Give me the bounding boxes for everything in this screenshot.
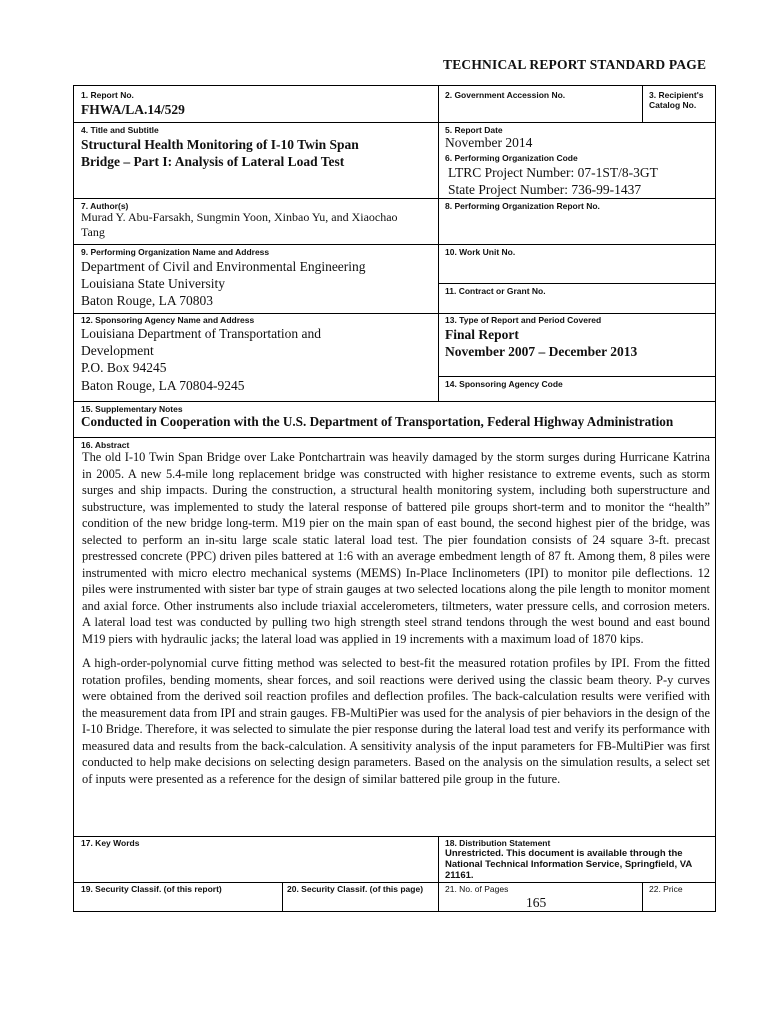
abstract-label: 16. Abstract [81,440,130,450]
perf-org-code-label: 6. Performing Organization Code [445,153,578,163]
price-label: 22. Price [649,884,683,894]
title-subtitle-label: 4. Title and Subtitle [81,125,159,135]
security-report-label: 19. Security Classif. (of this report) [81,884,222,894]
num-pages-value: 165 [526,895,547,910]
perf-org-line-3: Baton Rouge, LA 70803 [81,293,213,308]
report-no-label: 1. Report No. [81,90,134,100]
report-no-value: FHWA/LA.14/529 [81,102,185,117]
column-divider [282,882,283,911]
row-divider [438,376,715,377]
sponsor-line-2: Development [81,343,154,358]
distribution-label: 18. Distribution Statement [445,838,551,848]
supplementary-value: Conducted in Cooperation with the U.S. Department of Transportation, Federal Highway Administration [81,414,674,429]
report-type-line-1: Final Report [445,327,519,342]
distribution-value: Unrestricted. This document is available through the National Technical Information Service, Springfield, VA 21161. [445,848,692,881]
state-project-number: State Project Number: 736-99-1437 [448,182,642,197]
report-type-line-2: November 2007 – December 2013 [445,344,638,359]
work-unit-label: 10. Work Unit No. [445,247,516,257]
sponsor-line-3: P.O. Box 94245 [81,360,167,375]
row-divider [74,122,715,123]
row-divider [74,437,715,438]
row-divider [74,836,715,837]
column-divider [642,882,643,911]
security-page-label: 20. Security Classif. (of this page) [287,884,424,894]
gov-accession-label: 2. Government Accession No. [445,90,566,100]
report-date-label: 5. Report Date [445,125,503,135]
row-divider [74,401,715,402]
ltrc-project-number: LTRC Project Number: 07-1ST/8-3GT [448,165,658,180]
authors-line-1: Murad Y. Abu-Farsakh, Sungmin Yoon, Xinbao Yu, and Xiaochao [81,210,398,224]
authors-label: 7. Author(s) [81,201,129,211]
row-divider [74,198,715,199]
sponsor-name-label: 12. Sponsoring Agency Name and Address [81,315,255,325]
abstract-paragraph-1: The old I-10 Twin Span Bridge over Lake Pontchartrain was heavily damaged by the storm surges during Hurricane Katrina in 2005. A new 5.4-mile long replacement bridge was constructed with higher resistance to extreme events, such as storm surges and ship impacts. During the construction, a structural health monitoring system, including both superstructure and substructure, was implemented to study the lateral response of battered pile groups short-term and to monitor the “health” condition of the new bridge long-term. M19 pier on the main span of east bound, the second highest pier of the bridge, was selected to perform an in-situ large scale static lateral load test. The pier foundation consists of 24 square 3-ft. precast prestressed concrete (PPC) driven piles battered at 1:6 with an average embedment length of 87 ft. Among them, 8 piles were instrumented with micro electro mechanical systems (MEMS) In-Place Inclinometers (IPI) to monitor pile deflections. 12 piles were instrumented with sister bar type of strain gauges at two selected locations along the pile length to monitor moment and axial force. Other instruments also include triaxial accelerometers, tiltmeters, water pressure cells, and corrosion meters. A lateral load test was conducted by pulling two high strength steel strand tendons through the west bound and east bound M19 piers with hydraulic jacks; the lateral load was applied in 19 increments with a maximum load of 1870 kips. [82,450,710,646]
abstract-paragraph-2: A high-order-polynomial curve fitting method was selected to best-fit the measured rotation profiles by IPI. From the fitted rotation profiles, bending moments, shear forces, and soil reactions were derived using the classic beam theory. P-y curves were obtained from the derived soil reaction profiles and deflection profiles. The back-calculation results were verified with the measurement data from IPI and strain gauges. FB-MultiPier was used for the analysis of pier behaviors in the design of the I-10 Bridge. Therefore, it was selected to simulate the pier response during the lateral load test and verify its performance with measured data and results from the back-calculation. A sensitivity analysis of the input parameters for FB-MultiPier was first conducted to help make decisions on selecting design parameters. Based on the analysis on the simulation results, a select set of inputs were presented as a reference for the design of similar battered pile group in the future. [82,656,710,786]
title-line-2: Bridge – Part I: Analysis of Lateral Load Test [81,154,345,169]
report-date-value: November 2014 [445,135,533,150]
report-documentation-form [73,85,716,912]
column-divider [642,86,643,122]
column-divider [438,836,439,911]
sponsor-code-label: 14. Sponsoring Agency Code [445,379,563,389]
report-type-label: 13. Type of Report and Period Covered [445,315,602,325]
sponsor-line-4: Baton Rouge, LA 70804-9245 [81,378,245,393]
sponsor-line-1: Louisiana Department of Transportation and [81,326,321,341]
key-words-label: 17. Key Words [81,838,140,848]
row-divider [74,882,715,883]
perf-org-line-2: Louisiana State University [81,276,225,291]
page-title: TECHNICAL REPORT STANDARD PAGE [443,57,707,72]
perf-org-name-label: 9. Performing Organization Name and Address [81,247,270,257]
contract-grant-label: 11. Contract or Grant No. [445,286,546,296]
column-divider [438,86,439,401]
authors-line-2: Tang [81,225,105,239]
row-divider [74,244,715,245]
row-divider [438,283,715,284]
title-line-1: Structural Health Monitoring of I-10 Twin Span [81,137,359,152]
perf-org-report-label: 8. Performing Organization Report No. [445,201,600,211]
row-divider [74,313,715,314]
supplementary-label: 15. Supplementary Notes [81,404,183,414]
perf-org-line-1: Department of Civil and Environmental Engineering [81,259,366,274]
num-pages-label: 21. No. of Pages [445,884,509,894]
abstract-body [82,449,710,795]
recipient-catalog-label: 3. Recipient's Catalog No. [649,90,704,110]
